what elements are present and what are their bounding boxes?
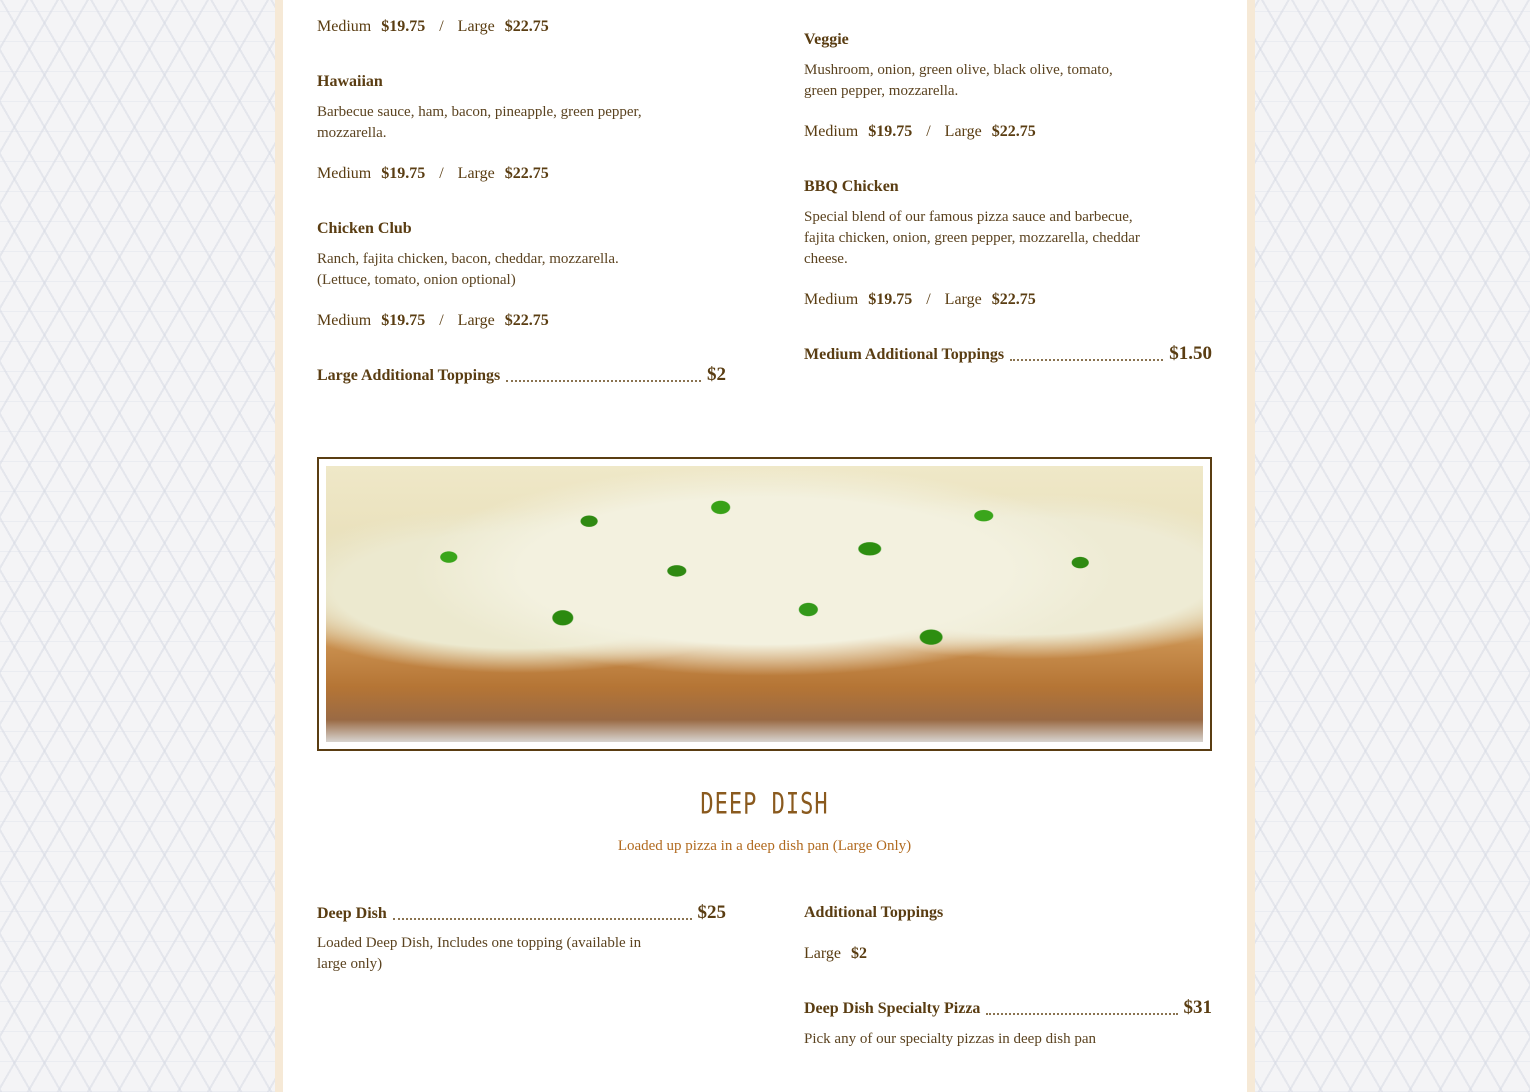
- large-additional-toppings-row: [317, 364, 726, 386]
- price-row: [317, 18, 549, 36]
- section-subtitle: Loaded up pizza in a deep dish pan (Large Only): [617, 838, 912, 854]
- separator: /: [439, 18, 444, 35]
- item-desc-deep-dish: Loaded Deep Dish, Includes one topping (available in large only): [317, 935, 642, 972]
- size-label: Large: [944, 123, 982, 140]
- leader-dots: [393, 918, 692, 920]
- item-desc-hawaiian: Barbecue sauce, ham, bacon, pineapple, green pepper, mozzarella.: [317, 104, 642, 141]
- size-label: Medium: [317, 165, 372, 182]
- medium-additional-toppings-row: [804, 343, 1212, 365]
- price-row: [804, 945, 867, 963]
- deep-dish-price: $25: [697, 902, 726, 923]
- large-price: $22.75: [991, 123, 1036, 140]
- item-desc-bbq-chicken: Special blend of our famous pizza sauce and barbecue, fajita chicken, onion, green pepper, mozzarella, cheddar cheese.: [804, 209, 1140, 267]
- large-price: $22.75: [504, 18, 549, 35]
- size-label: Medium: [804, 123, 859, 140]
- size-label: Large: [944, 291, 982, 308]
- item-desc-chicken-club: Ranch, fajita chicken, bacon, cheddar, mozzarella. (Lettuce, tomato, onion optional): [317, 251, 619, 288]
- toppings-title: Medium Additional Toppings: [804, 346, 1005, 363]
- item-name-deep-dish-specialty: Deep Dish Specialty Pizza: [804, 1000, 981, 1017]
- size-label: Large: [457, 165, 495, 182]
- separator: /: [926, 291, 931, 308]
- item-name-chicken-club: Chicken Club: [317, 220, 412, 237]
- section-title: DEEP DISH: [700, 788, 829, 822]
- price-row: [804, 291, 1036, 309]
- leader-dots: [986, 1013, 1177, 1015]
- size-label: Large: [457, 18, 495, 35]
- price-row: [317, 312, 549, 330]
- medium-price: $19.75: [868, 123, 913, 140]
- item-name-additional-toppings: Additional Toppings: [804, 904, 944, 921]
- photo-frame: [317, 457, 1212, 751]
- item-name-veggie: Veggie: [804, 31, 849, 48]
- leader-dots: [506, 380, 701, 382]
- size-label: Large: [457, 312, 495, 329]
- deep-dish-pizza-photo: [326, 466, 1203, 742]
- item-name-deep-dish: Deep Dish: [317, 905, 387, 922]
- size-label: Medium: [317, 312, 372, 329]
- medium-price: $19.75: [381, 312, 426, 329]
- price-row: [804, 123, 1036, 141]
- separator: /: [926, 123, 931, 140]
- size-label: Medium: [804, 291, 859, 308]
- deep-dish-specialty-row: [804, 997, 1212, 1019]
- size-label: Large: [804, 945, 842, 962]
- medium-price: $19.75: [381, 165, 426, 182]
- toppings-price: $1.50: [1169, 343, 1212, 364]
- specialty-price: $31: [1183, 997, 1212, 1018]
- large-price: $22.75: [504, 165, 549, 182]
- item-desc-veggie: Mushroom, onion, green olive, black olive, tomato, green pepper, mozzarella.: [804, 62, 1113, 99]
- toppings-title: Large Additional Toppings: [317, 367, 501, 384]
- item-name-hawaiian: Hawaiian: [317, 73, 383, 90]
- item-desc-deep-dish-specialty: Pick any of our specialty pizzas in deep dish pan: [804, 1031, 1097, 1047]
- leader-dots: [1010, 359, 1163, 361]
- separator: /: [439, 312, 444, 329]
- large-price: $22.75: [504, 312, 549, 329]
- large-price: $22.75: [991, 291, 1036, 308]
- size-label: Medium: [317, 18, 372, 35]
- medium-price: $19.75: [868, 291, 913, 308]
- deep-dish-row: [317, 902, 726, 924]
- toppings-price: $2: [707, 364, 726, 385]
- item-name-bbq-chicken: BBQ Chicken: [804, 178, 899, 195]
- separator: /: [439, 165, 444, 182]
- medium-price: $19.75: [381, 18, 426, 35]
- large-price: $2: [851, 945, 868, 962]
- price-row: [317, 165, 549, 183]
